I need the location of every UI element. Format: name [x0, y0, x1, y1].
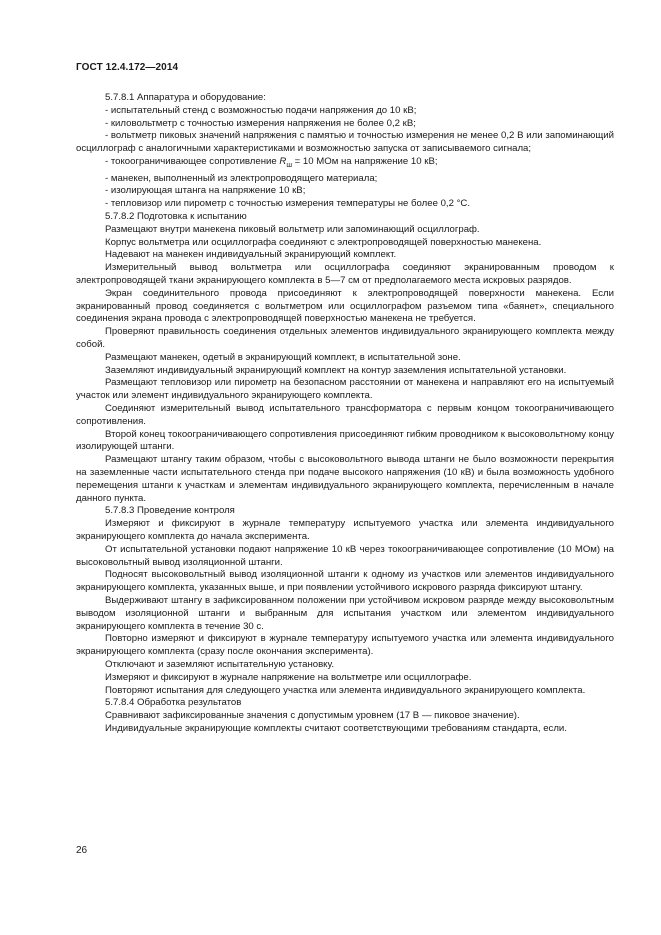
paragraph: Размещают внутри манекена пиковый вольтметр или запоминающий осциллограф.: [105, 223, 480, 235]
list-item: - манекен, выполненный из электропроводящего материала;: [105, 172, 378, 184]
paragraph: Измеряют и фиксируют в журнале напряжение на вольтметре или осциллографе.: [105, 671, 472, 683]
section-heading: 5.7.8.4 Обработка результатов: [105, 697, 242, 709]
paragraph: Измеряют и фиксируют в журнале температуру испытуемого участка или элемента индивидуального экранирующего комплекта до начала эксперимента.: [76, 518, 614, 542]
list-item: - киловольтметр с точностью измерения напряжения не более 0,2 кВ;: [105, 117, 416, 129]
paragraph: Измерительный вывод вольтметра или осциллографа соединяют экранированным проводом к электропроводящей ткани экранирующего комплекта в 5—7 см от предполагаемого места искровых разрядов.: [76, 262, 614, 287]
paragraph: От испытательной установки подают напряжение 10 кВ через токоограничивающее сопротивление (10 МОм) на высоковольтный вывод изоляционной штанги.: [76, 543, 614, 568]
paragraph: Отключают и заземляют испытательную установку.: [105, 658, 334, 670]
document-body: [76, 92, 614, 736]
paragraph: Корпус вольтметра или осциллографа соединяют с электропроводящей поверхностью манекена.: [105, 236, 542, 248]
paragraph: Соединяют измерительный вывод испытательного трансформатора с первым концом токоограничивающего сопротивления.: [76, 403, 614, 427]
paragraph: Повторяют испытания для следующего участка или элемента индивидуального экранирующего комплекта.: [105, 684, 586, 696]
paragraph: Заземляют индивидуальный экранирующий комплект на контур заземления испытательной установки.: [105, 364, 567, 376]
list-item: - вольтметр пиковых значений напряжения с памятью и точностью измерения не менее 0,2 В или запоминающий осциллограф с аналогичными характеристиками и возможностью запуска от записываемого сигнала;: [76, 130, 614, 155]
paragraph: Индивидуальные экранирующие комплекты считают соответствующими требованиям стандарта, если.: [105, 722, 567, 734]
paragraph: Выдерживают штангу в зафиксированном положении при устойчивом искровом разряде между высоковольтным выводом изоляционной штанги и выбранным для испытания участком или элементом индивидуального экранирующего комплекта в течение 30 с.: [76, 594, 614, 632]
paragraph: Сравнивают зафиксированные значения с допустимым уровнем (17 В — пиковое значение).: [105, 710, 520, 722]
paragraph: Надевают на манекен индивидуальный экранирующий комплект.: [105, 249, 397, 261]
paragraph: Размещают манекен, одетый в экранирующий комплект, в испытательной зоне.: [105, 351, 461, 363]
paragraph: Экран соединительного провода присоединяют к электропроводящей поверхности манекена. Если экранированный провод соединяется с вольтметром или осциллографом разъемом типа «баянет», специального соединения экрана провода с электропроводящей поверхностью манекена не требуется.: [76, 287, 614, 325]
section-heading: 5.7.8.2 Подготовка к испытанию: [105, 211, 247, 223]
paragraph: Проверяют правильность соединения отдельных элементов индивидуального экранирующего комплекта между собой.: [76, 326, 614, 351]
section-heading: 5.7.8.3 Проведение контроля: [105, 505, 235, 517]
list-item: - токоограничивающее сопротивление $R_ш = 10$ МОм на напряжение 10 кВ;: [105, 155, 438, 169]
page-number: 26: [76, 845, 88, 856]
paragraph: Размещают штангу таким образом, чтобы с высоковольтного вывода штанги не было возможности перекрытия на заземленные части испытательного стенда при подаче высокого напряжения (10 кВ) и была возможность удобного перемещения штанги к участкам и элементам индивидуального экранирующего комплекта, перечисленным в начале данного пункта.: [76, 454, 614, 504]
section-heading: 5.7.8.1 Аппаратура и оборудование:: [105, 92, 266, 103]
paragraph: Повторно измеряют и фиксируют в журнале температуру испытуемого участка или элемента индивидуального экранирующего комплекта (сразу после окончания эксперимента).: [76, 633, 614, 658]
list-item: - тепловизор или пирометр с точностью измерения температуры не более 0,2 °С.: [105, 198, 471, 210]
paragraph: Второй конец токоограничивающего сопротивления присоединяют гибким проводником к высоковольтному концу изолирующей штанги.: [76, 428, 614, 453]
paragraph: Размещают тепловизор или пирометр на безопасном расстоянии от манекена и направляют его на испытуемый участок или элемент индивидуального экранирующего комплекта.: [76, 377, 614, 402]
list-item: - изолирующая штанга на напряжение 10 кВ;: [105, 185, 306, 197]
paragraph: Подносят высоковольтный вывод изоляционной штанги к одному из участков или элементов индивидуального экранирующего комплекта, указанных выше, и при появлении устойчивого искрового разряда фиксируют штангу.: [76, 569, 614, 594]
list-item: - испытательный стенд с возможностью подачи напряжения до 10 кВ;: [105, 104, 417, 116]
document-header: ГОСТ 12.4.172—2014: [76, 62, 179, 73]
